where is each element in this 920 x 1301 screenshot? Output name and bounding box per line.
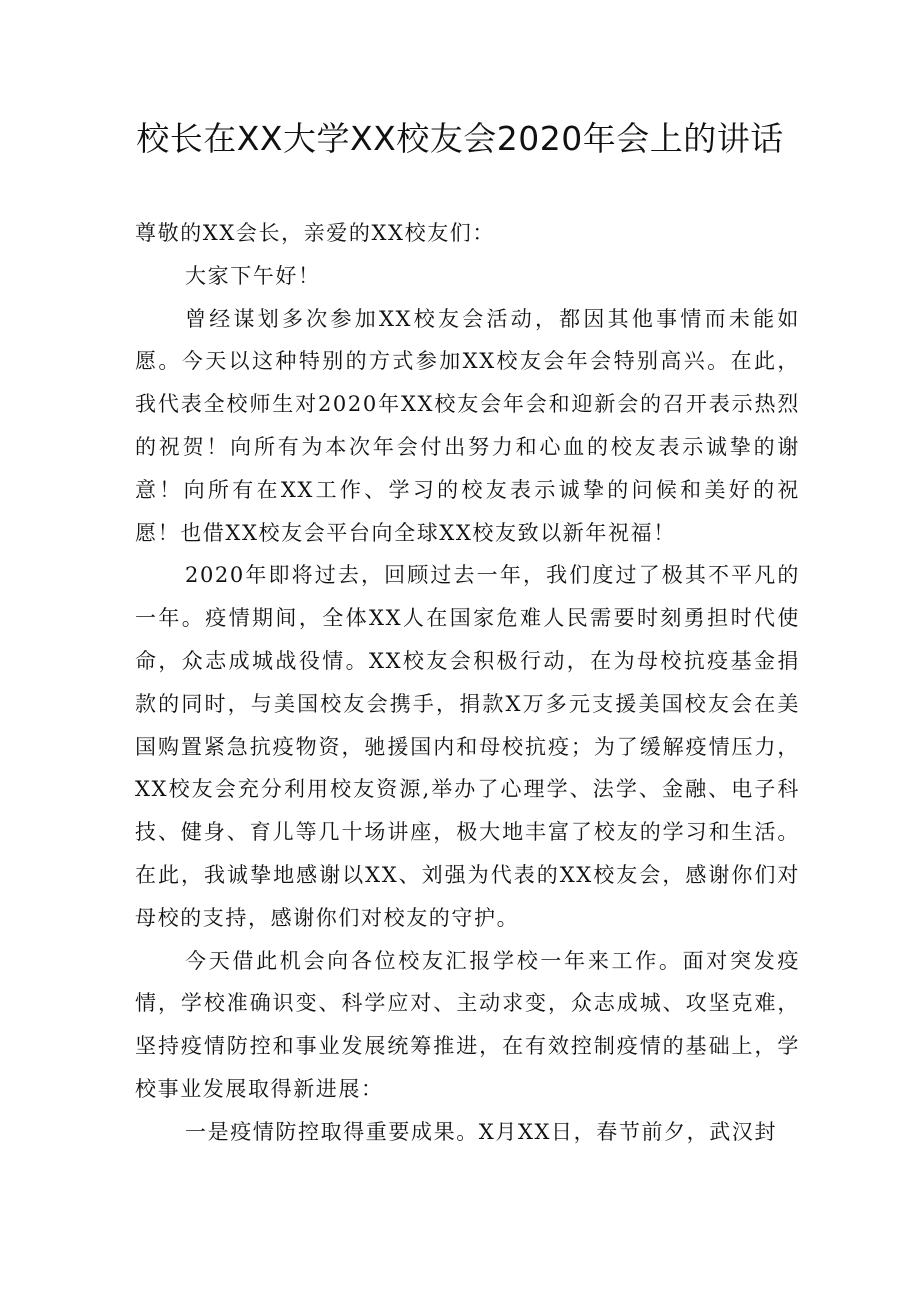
greeting: 大家下午好！: [185, 263, 321, 288]
document-title: 校长在XX大学XX校友会2020年会上的讲话: [136, 119, 784, 158]
paragraph-3: 今天借此机会向各位校友汇报学校一年来工作。面对突发疫情，学校准确识变、科学应对、主动求变，众志成城、攻坚克难，坚持疫情防控和事业发展统筹推进，在有效控制疫情的基础上，学校事业发展取得新进展：: [135, 948, 800, 1101]
paragraph-2: 2020年即将过去，回顾过去一年，我们度过了极其不平凡的一年。疫情期间，全体XX人在国家危难人民需要时刻勇担时代使命，众志成城战役情。XX校友会积极行动，在为母校抗疫基金捐款的同时，与美国校友会携手，捐款X万多元支援美国校友会在美国购置紧急抗疫物资，驰援国内和母校抗疫；为了缓解疫情压力，XX校友会充分利用校友资源,举办了心理学、法学、金融、电子科技、健身、育儿等几十场讲座，极大地丰富了校友的学习和生活。在此，我诚挚地感谢以XX、刘强为代表的XX校友会，感谢你们对母校的支持，感谢你们对校友的守护。: [135, 563, 800, 930]
paragraph-4: 一是疫情防控取得重要成果。X月XX日，春节前夕，武汉封: [185, 1119, 778, 1144]
document-body: [135, 212, 800, 1154]
salutation: 尊敬的XX会长，亲爱的XX校友们：: [135, 221, 495, 245]
paragraph-1: 曾经谋划多次参加XX校友会活动，都因其他事情而未能如愿。今天以这种特别的方式参加XX校友会年会特别高兴。在此，我代表全校师生对2020年XX校友会年会和迎新会的召开表示热烈的祝贺！向所有为本次年会付出努力和心血的校友表示诚挚的谢意！向所有在XX工作、学习的校友表示诚挚的问候和美好的祝愿！也借XX校友会平台向全球XX校友致以新年祝福！: [135, 306, 800, 545]
